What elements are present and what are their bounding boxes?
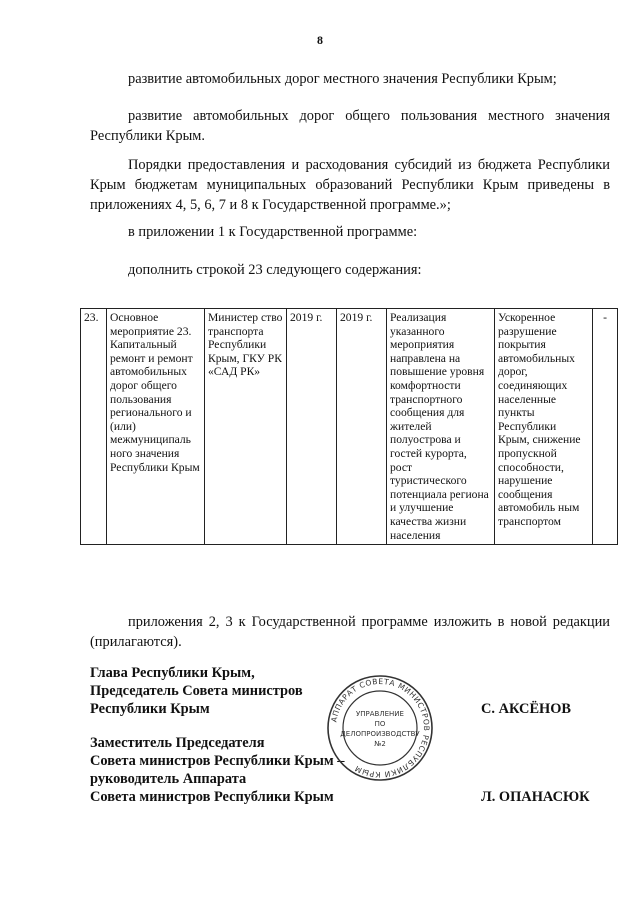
- paragraph-roads-public: развитие автомобильных дорог общего пользования местного значения Республики Крым.: [90, 108, 610, 144]
- paragraph-appendix-1: в приложении 1 к Государственной программе:: [128, 224, 418, 240]
- paragraph-roads-local: развитие автомобильных дорог местного значения Республики Крым;: [128, 71, 557, 87]
- link-cell: -: [593, 309, 618, 545]
- page-number: 8: [317, 33, 323, 47]
- deputy-title-line-2: Совета министров Республики Крым –: [90, 753, 345, 769]
- expected-result-cell: Реализация указанного мероприятия направлена на повышение уровня комфортности транспортного сообщения для жителей полуострова и гостей курорта, рост туристического потенциала региона и улучшение качества жизни населения: [387, 309, 495, 545]
- stamp-line-1: УПРАВЛЕНИЕ: [356, 710, 404, 718]
- end-year-cell: 2019 г.: [337, 309, 387, 545]
- deputy-title-line-1: Заместитель Председателя: [90, 735, 265, 751]
- deputy-title-line-3: руководитель Аппарата: [90, 771, 247, 787]
- deputy-signature-block: [90, 734, 344, 806]
- paragraph-add-row: дополнить строкой 23 следующего содержания:: [128, 262, 422, 278]
- row-number-cell: 23.: [81, 309, 107, 545]
- consequences-cell: Ускоренное разрушение покрытия автомобильных дорог, соединяющих населенные пункты Республики Крым, снижение пропускной способности, нарушение сообщения автомобиль ным транспортом: [495, 309, 593, 545]
- official-stamp: [326, 674, 434, 782]
- head-name: С. АКСЁНОВ: [481, 701, 572, 717]
- head-title-line-2: Председатель Совета министров: [90, 683, 303, 699]
- stamp-line-4: №2: [374, 740, 386, 748]
- deputy-name: Л. ОПАНАСЮК: [481, 789, 590, 805]
- head-signature-block: [90, 664, 303, 718]
- head-title-line-3: Республики Крым: [90, 701, 210, 717]
- deputy-title-line-4: Совета министров Республики Крым: [90, 789, 334, 805]
- program-table: [80, 308, 618, 545]
- event-cell: Основное мероприятие 23. Капитальный ремонт и ремонт автомобильных дорог общего пользования регионального и (или) межмуниципаль ного значения Республики Крым: [107, 309, 205, 545]
- paragraph-subsidy-procedures: Порядки предоставления и расходования субсидий из бюджета Республики Крым бюджетам муниципальных образований Республики Крым приведены в приложениях 4, 5, 6, 7 и 8 к Государственной программе.»;: [90, 157, 610, 213]
- head-title-line-1: Глава Республики Крым,: [90, 665, 255, 681]
- executor-cell: Министер ство транспорта Республики Крым, ГКУ РК «САД РК»: [205, 309, 287, 545]
- stamp-ring-text: АППАРАТ СОВЕТА МИНИСТРОВ РЕСПУБЛИКИ КРЫМ: [329, 676, 432, 780]
- stamp-line-3: ДЕЛОПРОИЗВОДСТВУ: [340, 730, 420, 738]
- start-year-cell: 2019 г.: [287, 309, 337, 545]
- paragraph-closing: приложения 2, 3 к Государственной программе изложить в новой редакции (прилагаются).: [90, 614, 610, 650]
- stamp-inner-ring: [343, 691, 417, 765]
- stamp-line-2: ПО: [374, 720, 386, 728]
- table-row: [81, 309, 618, 545]
